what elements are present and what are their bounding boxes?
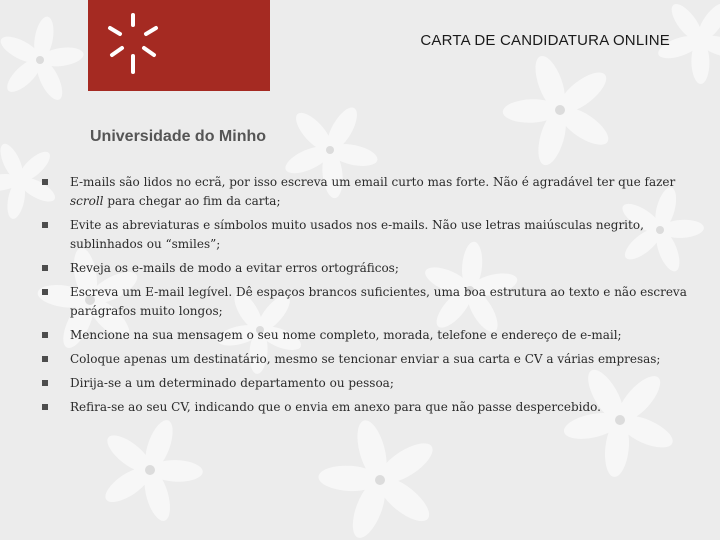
list-item: Reveja os e-mails de modo a evitar erros ortográficos; xyxy=(40,259,690,278)
page-title: CARTA DE CANDIDATURA ONLINE xyxy=(420,32,670,49)
list-item: Mencione na sua mensagem o seu nome completo, morada, telefone e endereço de e-mail; xyxy=(40,326,690,345)
list-item: Refira-se ao seu CV, indicando que o envia em anexo para que não passe despercebido. xyxy=(40,398,690,417)
list-item: Coloque apenas um destinatário, mesmo se tencionar enviar a sua carta e CV a várias empresas; xyxy=(40,350,690,369)
bullet-icon xyxy=(42,265,48,271)
bullet-icon xyxy=(42,404,48,410)
list-item: Escreva um E-mail legível. Dê espaços brancos suficientes, uma boa estrutura ao texto e não escreva parágrafos muito longos; xyxy=(40,283,690,321)
bullet-icon xyxy=(42,356,48,362)
bullet-icon xyxy=(42,222,48,228)
university-name: Universidade do Minho xyxy=(90,128,267,145)
bullet-icon xyxy=(42,289,48,295)
list-item: E-mails são lidos no ecrã, por isso escreva um email curto mas forte. Não é agradável ter que fazer scroll para chegar ao fim da carta; xyxy=(40,173,690,211)
bullet-icon xyxy=(42,380,48,386)
list-item: Evite as abreviaturas e símbolos muito usados nos e-mails. Não use letras maiúsculas negrito, sublinhados ou “smiles”; xyxy=(40,216,690,254)
bullet-icon xyxy=(42,332,48,338)
list-item: Dirija-se a um determinado departamento ou pessoa; xyxy=(40,374,690,393)
university-logo xyxy=(88,0,270,91)
bullet-list xyxy=(40,173,690,422)
bullet-icon xyxy=(42,179,48,185)
logo-symbol-icon xyxy=(88,0,270,91)
